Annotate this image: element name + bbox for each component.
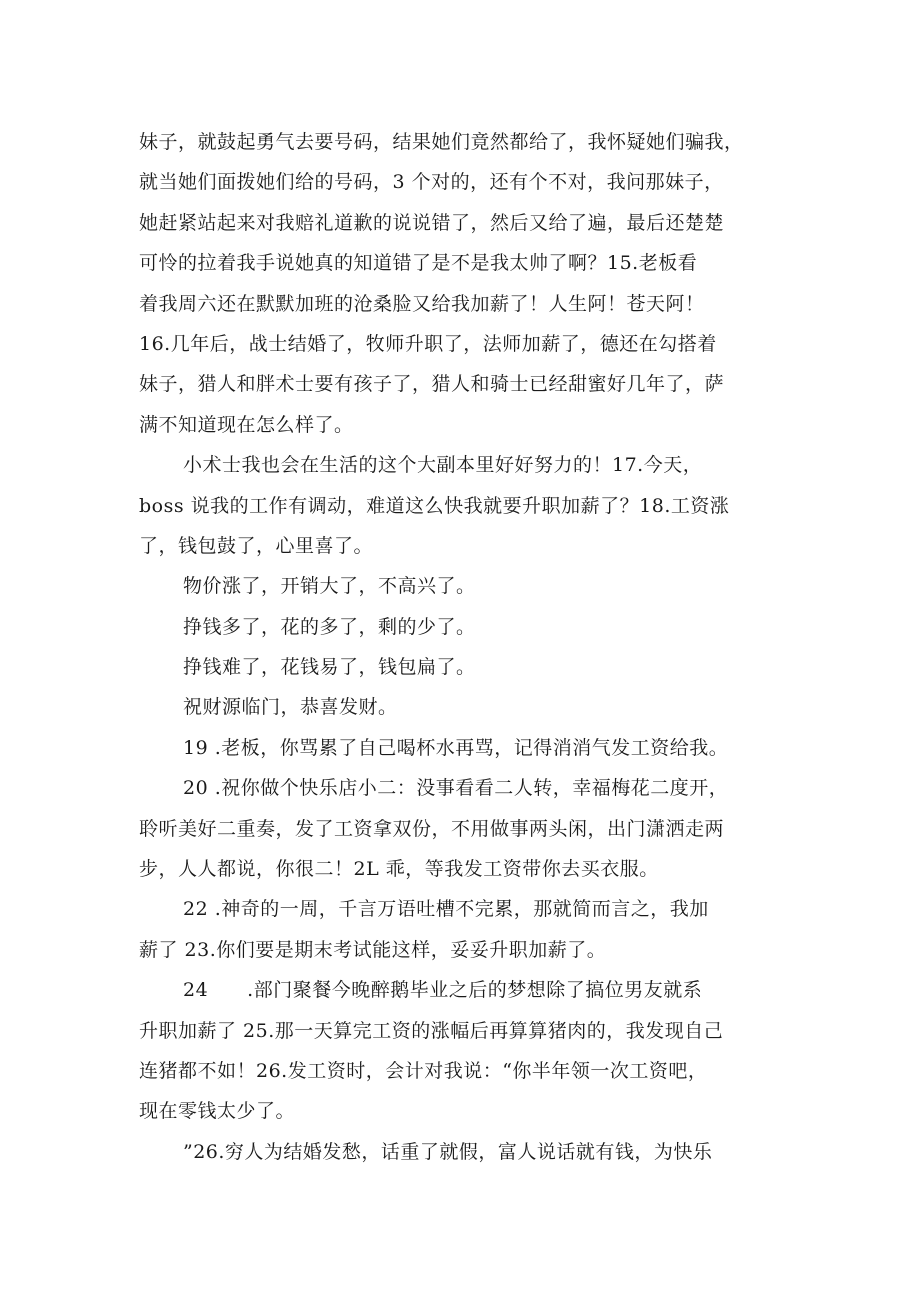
- text-line: 19 .老板，你骂累了自己喝杯水再骂，记得消消气发工资给我。: [183, 736, 729, 759]
- text-line: 妹子，就鼓起勇气去要号码，结果她们竟然都给了，我怀疑她们骗我，: [139, 131, 744, 153]
- text-line: 现在零钱太少了。: [139, 1100, 296, 1123]
- text-line: 就当她们面拨她们给的号码，3 个对的，还有个不对，我问那妹子，: [139, 171, 724, 194]
- text-line: 挣钱难了，花钱易了，钱包扁了。: [183, 656, 476, 679]
- text-line: ”26.穷人为结婚发愁，话重了就假，富人说话就有钱，为快乐: [183, 1140, 713, 1163]
- text-line: boss 说我的工作有调动，难道这么快我就要升职加薪了？18.工资涨: [139, 494, 730, 517]
- text-line: 步，人人都说，你很二！2L 乖，等我发工资带你去买衣服。: [139, 858, 659, 881]
- text-line: 挣钱多了，花的多了，剩的少了。: [183, 615, 476, 638]
- text-line: 满不知道现在怎么样了。: [139, 413, 354, 436]
- text-line: 连猪都不如！26.发工资时，会计对我说：“你半年领一次工资吧，: [139, 1059, 708, 1082]
- text-line: 24 .部门聚餐今晚醉鹅毕业之后的梦想除了搞位男友就系: [183, 979, 703, 1002]
- text-line: 祝财源临门，恭喜发财。: [183, 696, 398, 719]
- text-line: 薪了 23.你们要是期末考试能这样，妥妥升职加薪了。: [139, 938, 607, 961]
- text-line: 聆听美好二重奏，发了工资拿双份，不用做事两头闲，出门潇洒走两: [139, 817, 725, 840]
- document-body: [139, 122, 809, 1172]
- text-line: 了，钱包鼓了，心里喜了。: [139, 534, 374, 557]
- text-line: 妹子，猎人和胖术士要有孩子了，猎人和骑士已经甜蜜好几年了，萨: [139, 373, 725, 396]
- text-line: 物价涨了，开销大了，不高兴了。: [183, 575, 476, 598]
- text-line: 升职加薪了 25.那一天算完工资的涨幅后再算算猪肉的，我发现自己: [139, 1019, 724, 1042]
- text-line: 20 .祝你做个快乐店小二：没事看看二人转，幸福梅花二度开，: [183, 777, 729, 800]
- text-line: 可怜的拉着我手说她真的知道错了是不是我太帅了啊？15.老板看: [139, 252, 698, 275]
- text-line: 16.几年后，战士结婚了，牧师升职了，法师加薪了，德还在勾搭着: [139, 332, 717, 355]
- text-line: 22 .神奇的一周，千言万语吐槽不完累，那就简而言之，我加: [183, 898, 709, 921]
- text-line: 着我周六还在默默加班的沧桑脸又给我加薪了！人生阿！苍天阿！: [139, 292, 705, 315]
- text-line: 小术士我也会在生活的这个大副本里好好努力的！17.今天，: [183, 454, 703, 477]
- text-line: 她赶紧站起来对我赔礼道歉的说说错了，然后又给了遍，最后还楚楚: [139, 211, 725, 234]
